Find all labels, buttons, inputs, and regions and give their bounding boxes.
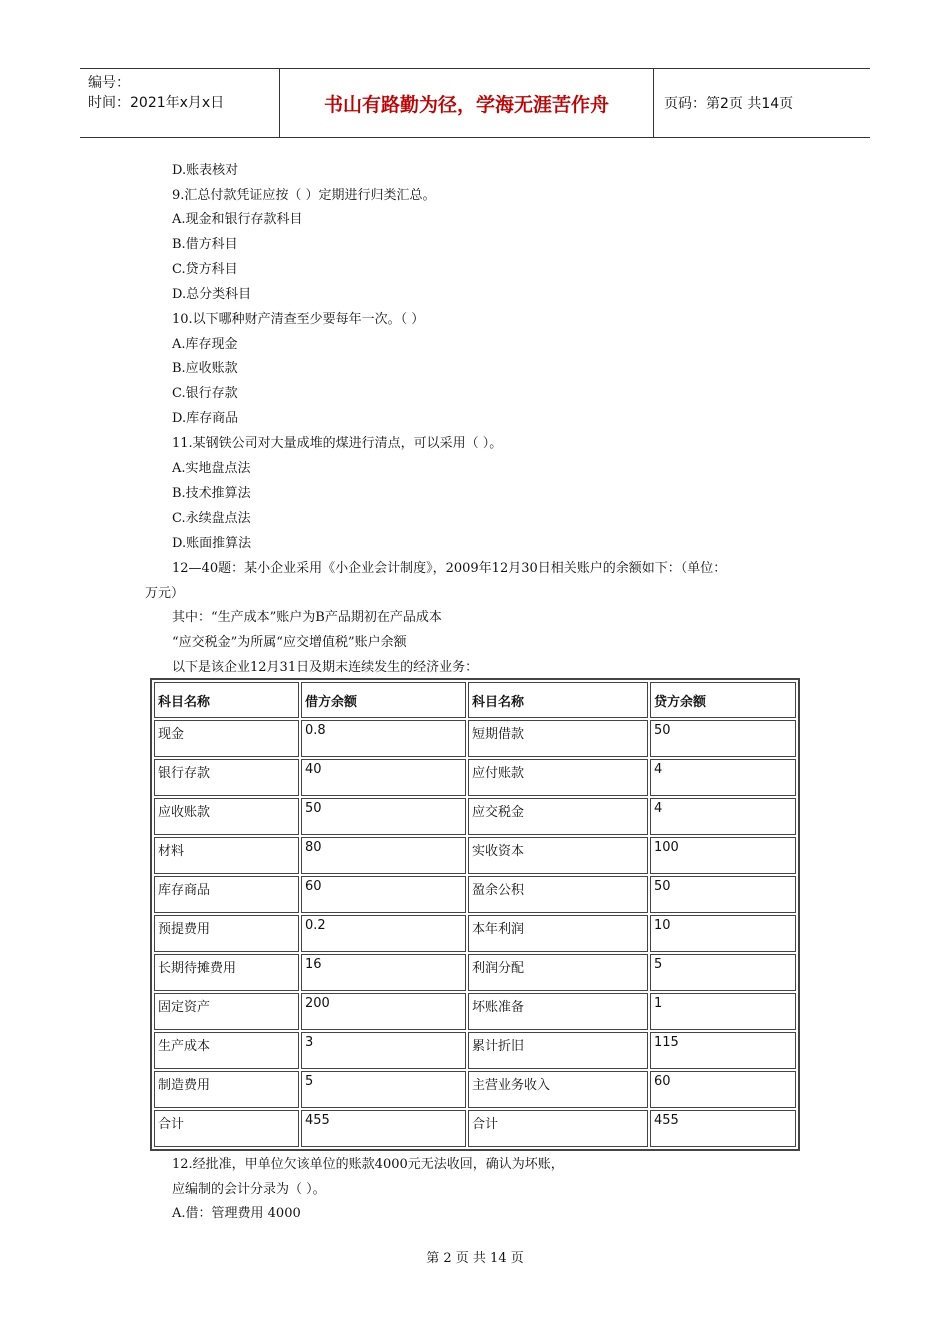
credit-cell: 50 [650, 720, 796, 757]
text-line: A.实地盘点法 [172, 461, 251, 476]
text-line: C.贷方科目 [172, 262, 238, 277]
text-line: D.账表核对 [172, 163, 239, 178]
text-line: 10.以下哪种财产清查至少要每年一次。（ ） [172, 312, 425, 327]
debit-cell: 0.8 [301, 720, 466, 757]
table-row [154, 720, 796, 757]
table-row [154, 915, 796, 952]
debit-cell: 5 [301, 1071, 466, 1108]
debit-cell: 60 [301, 876, 466, 913]
account-cell: 主营业务收入 [468, 1071, 648, 1108]
table-row [154, 759, 796, 796]
debit-cell: 200 [301, 993, 466, 1030]
header-cell: 贷方余额 [650, 682, 796, 718]
header-meta [80, 69, 280, 137]
credit-cell: 455 [650, 1110, 796, 1147]
account-cell: 库存商品 [154, 876, 299, 913]
credit-cell: 5 [650, 954, 796, 991]
table-header-row [154, 682, 796, 718]
header-cell: 科目名称 [154, 682, 299, 718]
account-cell: 短期借款 [468, 720, 648, 757]
page-header [80, 68, 870, 138]
credit-cell: 50 [650, 876, 796, 913]
table-row [154, 798, 796, 835]
credit-cell: 4 [650, 798, 796, 835]
text-line: B.借方科目 [172, 237, 238, 252]
table-total-row [154, 1110, 796, 1147]
account-cell: 应收账款 [154, 798, 299, 835]
text-line: 应编制的会计分录为（ ）。 [172, 1182, 326, 1197]
text-line: 11.某钢铁公司对大量成堆的煤进行清点，可以采用（ ）。 [172, 436, 503, 451]
code-label: 编号： [88, 75, 130, 91]
text-line: C.永续盘点法 [172, 511, 251, 526]
text-line: D.库存商品 [172, 411, 239, 426]
table-row [154, 837, 796, 874]
text-line: C.银行存款 [172, 386, 238, 401]
text-line: 12.经批准，甲单位欠该单位的账款4000元无法收回，确认为坏账， [172, 1157, 564, 1172]
account-cell: 材料 [154, 837, 299, 874]
credit-cell: 100 [650, 837, 796, 874]
table-row [154, 993, 796, 1030]
text-line: 万元） [145, 586, 185, 601]
account-cell: 利润分配 [468, 954, 648, 991]
header-cell: 科目名称 [468, 682, 648, 718]
account-cell: 银行存款 [154, 759, 299, 796]
text-line: 以下是该企业12月31日及期末连续发生的经济业务： [172, 660, 479, 675]
header-motto: 书山有路勤为径，学海无涯苦作舟 [280, 69, 654, 137]
balance-table [150, 678, 800, 1151]
account-cell: 本年利润 [468, 915, 648, 952]
account-cell: 制造费用 [154, 1071, 299, 1108]
credit-cell: 115 [650, 1032, 796, 1069]
credit-cell: 60 [650, 1071, 796, 1108]
account-cell: 应付账款 [468, 759, 648, 796]
credit-cell: 1 [650, 993, 796, 1030]
account-cell: 长期待摊费用 [154, 954, 299, 991]
text-line: 9.汇总付款凭证应按（ ）定期进行归类汇总。 [172, 188, 436, 203]
credit-cell: 4 [650, 759, 796, 796]
text-line: 其中：“生产成本”账户为B产品期初在产品成本 [172, 610, 442, 625]
debit-cell: 0.2 [301, 915, 466, 952]
table-row [154, 1032, 796, 1069]
account-cell: 预提费用 [154, 915, 299, 952]
date-label: 时间：2021年x月x日 [88, 95, 225, 111]
text-line: D.总分类科目 [172, 287, 252, 302]
debit-cell: 40 [301, 759, 466, 796]
debit-cell: 455 [301, 1110, 466, 1147]
header-page-info: 页码：第2页 共14页 [664, 96, 794, 112]
account-cell: 现金 [154, 720, 299, 757]
text-line: “应交税金”为所属“应交增值税”账户余额 [172, 635, 407, 650]
page-footer: 第 2 页 共 14 页 [426, 1251, 524, 1266]
account-cell: 实收资本 [468, 837, 648, 874]
account-cell: 坏账准备 [468, 993, 648, 1030]
account-cell: 合计 [468, 1110, 648, 1147]
table-row [154, 876, 796, 913]
text-line: A.现金和银行存款科目 [172, 212, 303, 227]
account-cell: 盈余公积 [468, 876, 648, 913]
debit-cell: 50 [301, 798, 466, 835]
text-line: 12—40题：某小企业采用《小企业会计制度》，2009年12月30日相关账户的余额如下：（单位： [172, 561, 727, 576]
text-line: B.技术推算法 [172, 486, 251, 501]
header-cell: 借方余额 [301, 682, 466, 718]
debit-cell: 16 [301, 954, 466, 991]
account-cell: 生产成本 [154, 1032, 299, 1069]
text-line: A.库存现金 [172, 337, 238, 352]
account-cell: 固定资产 [154, 993, 299, 1030]
debit-cell: 80 [301, 837, 466, 874]
text-line: A.借：管理费用 4000 [172, 1206, 301, 1221]
table-row [154, 954, 796, 991]
account-cell: 应交税金 [468, 798, 648, 835]
account-cell: 累计折旧 [468, 1032, 648, 1069]
account-cell: 合计 [154, 1110, 299, 1147]
debit-cell: 3 [301, 1032, 466, 1069]
text-line: B.应收账款 [172, 361, 238, 376]
text-line: D.账面推算法 [172, 536, 252, 551]
credit-cell: 10 [650, 915, 796, 952]
table-row [154, 1071, 796, 1108]
